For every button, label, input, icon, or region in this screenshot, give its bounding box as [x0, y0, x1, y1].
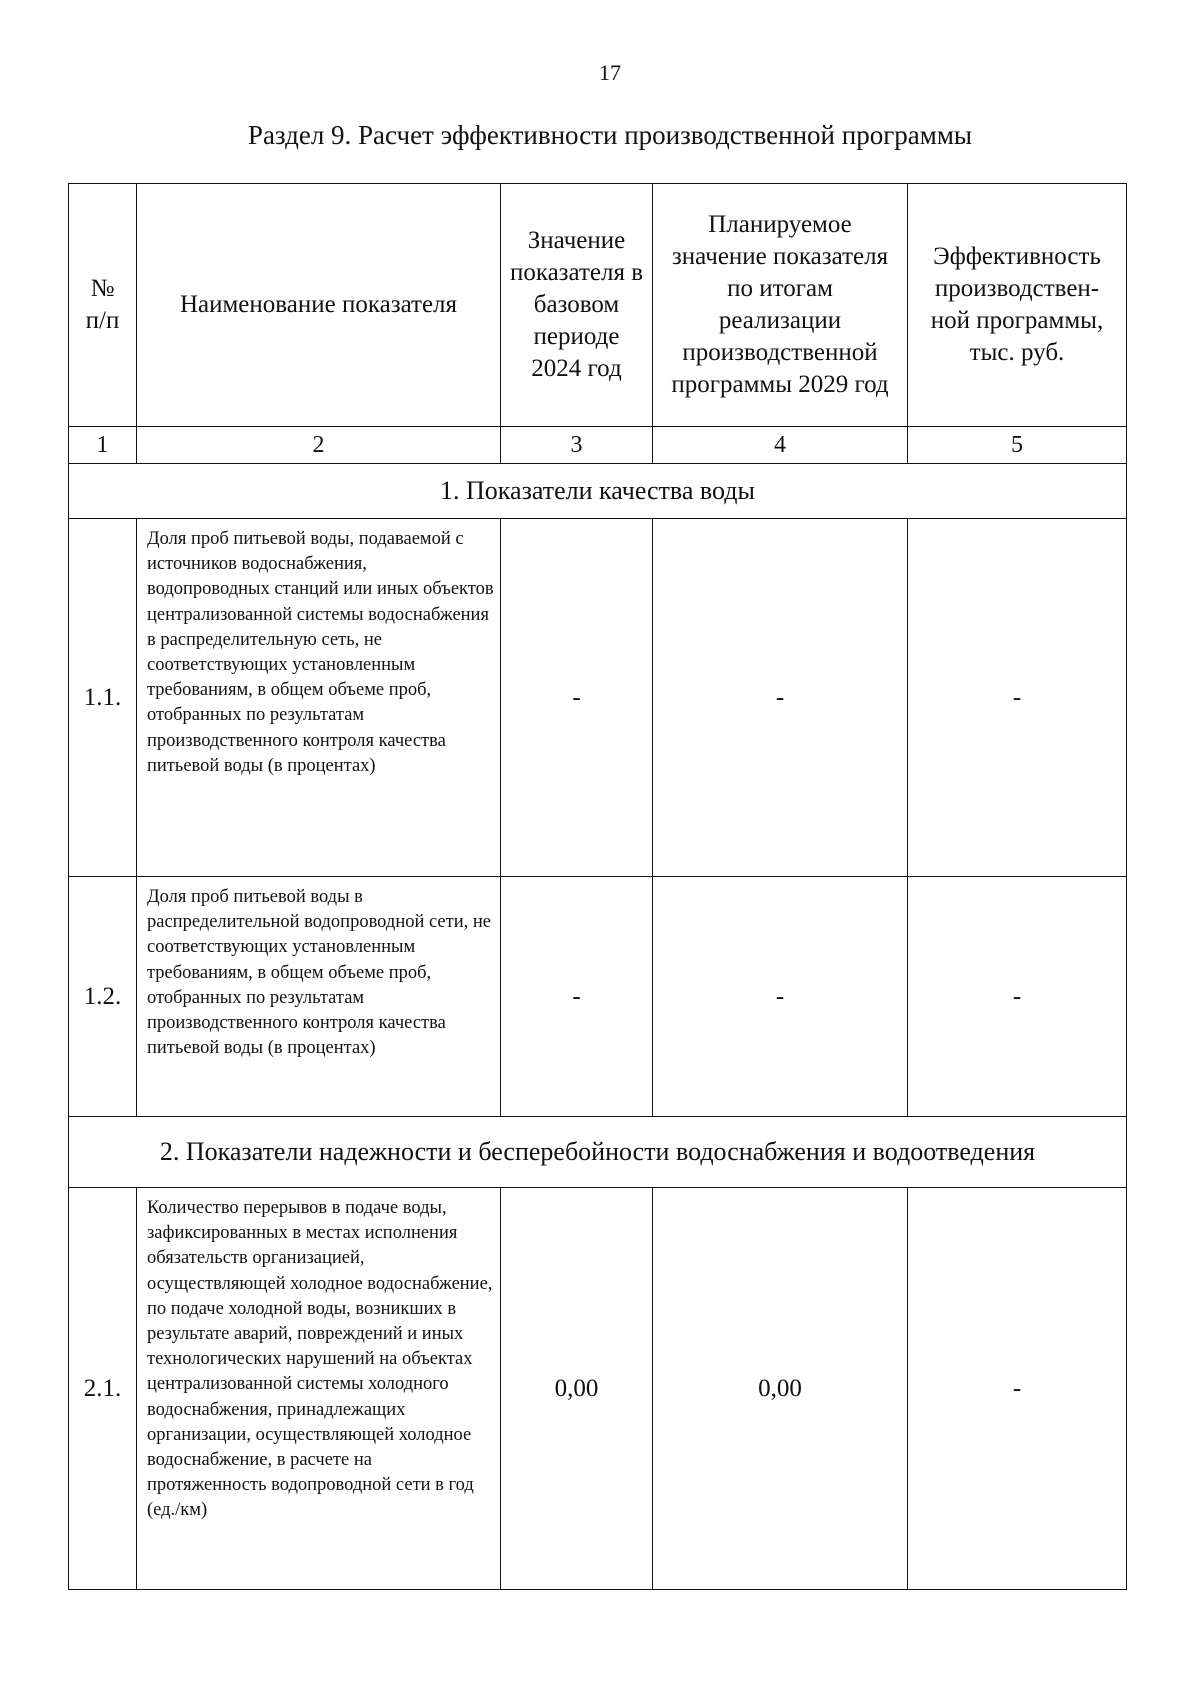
- base-value: -: [501, 519, 653, 877]
- group-row: [69, 1117, 1127, 1188]
- planned-value: -: [653, 877, 908, 1117]
- indicator-name: Количество перерывов в подаче воды, зафиксированных в местах исполнения обязательств организацией, осуществляющей холодное водоснабжение, по подаче холодной воды, возникших в результате аварий, повреждений и иных технологических нарушений на объектах централизованной системы холодного водоснабжения, принадлежащих организации, осуществляющей холодное водоснабжение, в расчете на протяженность водопроводной сети в год (ед./км): [137, 1188, 501, 1590]
- column-number: 5: [908, 427, 1127, 464]
- header-number: № п/п: [69, 184, 137, 427]
- group-row: [69, 464, 1127, 519]
- column-number: 4: [653, 427, 908, 464]
- row-number: 1.2.: [69, 877, 137, 1117]
- planned-value: 0,00: [653, 1188, 908, 1590]
- indicator-name: Доля проб питьевой воды в распределительной водопроводной сети, не соответствующих установленным требованиям, в общем объеме проб, отобранных по результатам производственного контроля качества питьевой воды (в процентах): [137, 877, 501, 1117]
- table-header-row: [69, 184, 1127, 427]
- efficiency-value: -: [908, 877, 1127, 1117]
- column-number: 1: [69, 427, 137, 464]
- indicator-name: Доля проб питьевой воды, подаваемой с источников водоснабжения, водопроводных станций или иных объектов централизованной системы водоснабжения в распределительную сеть, не соответствующих установленным требованиям, в общем объеме проб, отобранных по результатам производственного контроля качества питьевой воды (в процентах): [137, 519, 501, 877]
- table-row: [69, 1188, 1127, 1590]
- column-number: 2: [137, 427, 501, 464]
- group-title: 2. Показатели надежности и бесперебойности водоснабжения и водоотведения: [69, 1117, 1127, 1188]
- planned-value: -: [653, 519, 908, 877]
- efficiency-table: [68, 183, 1127, 1590]
- group-title: 1. Показатели качества воды: [69, 464, 1127, 519]
- column-number-row: [69, 427, 1127, 464]
- header-name: Наименование показателя: [137, 184, 501, 427]
- row-number: 2.1.: [69, 1188, 137, 1590]
- efficiency-value: -: [908, 1188, 1127, 1590]
- header-planned-value: Планируемое значение показателя по итогам реализации производственной программы 2029 год: [653, 184, 908, 427]
- row-number: 1.1.: [69, 519, 137, 877]
- page-number: 17: [599, 60, 621, 85]
- header-efficiency: Эффективность производствен-ной программы, тыс. руб.: [908, 184, 1127, 427]
- column-number: 3: [501, 427, 653, 464]
- base-value: -: [501, 877, 653, 1117]
- efficiency-value: -: [908, 519, 1127, 877]
- section-title: Раздел 9. Расчет эффективности производственной программы: [247, 120, 973, 150]
- table-row: [69, 519, 1127, 877]
- table-row: [69, 877, 1127, 1117]
- header-base-value: Значение показателя в базовом периоде 2024 год: [501, 184, 653, 427]
- base-value: 0,00: [501, 1188, 653, 1590]
